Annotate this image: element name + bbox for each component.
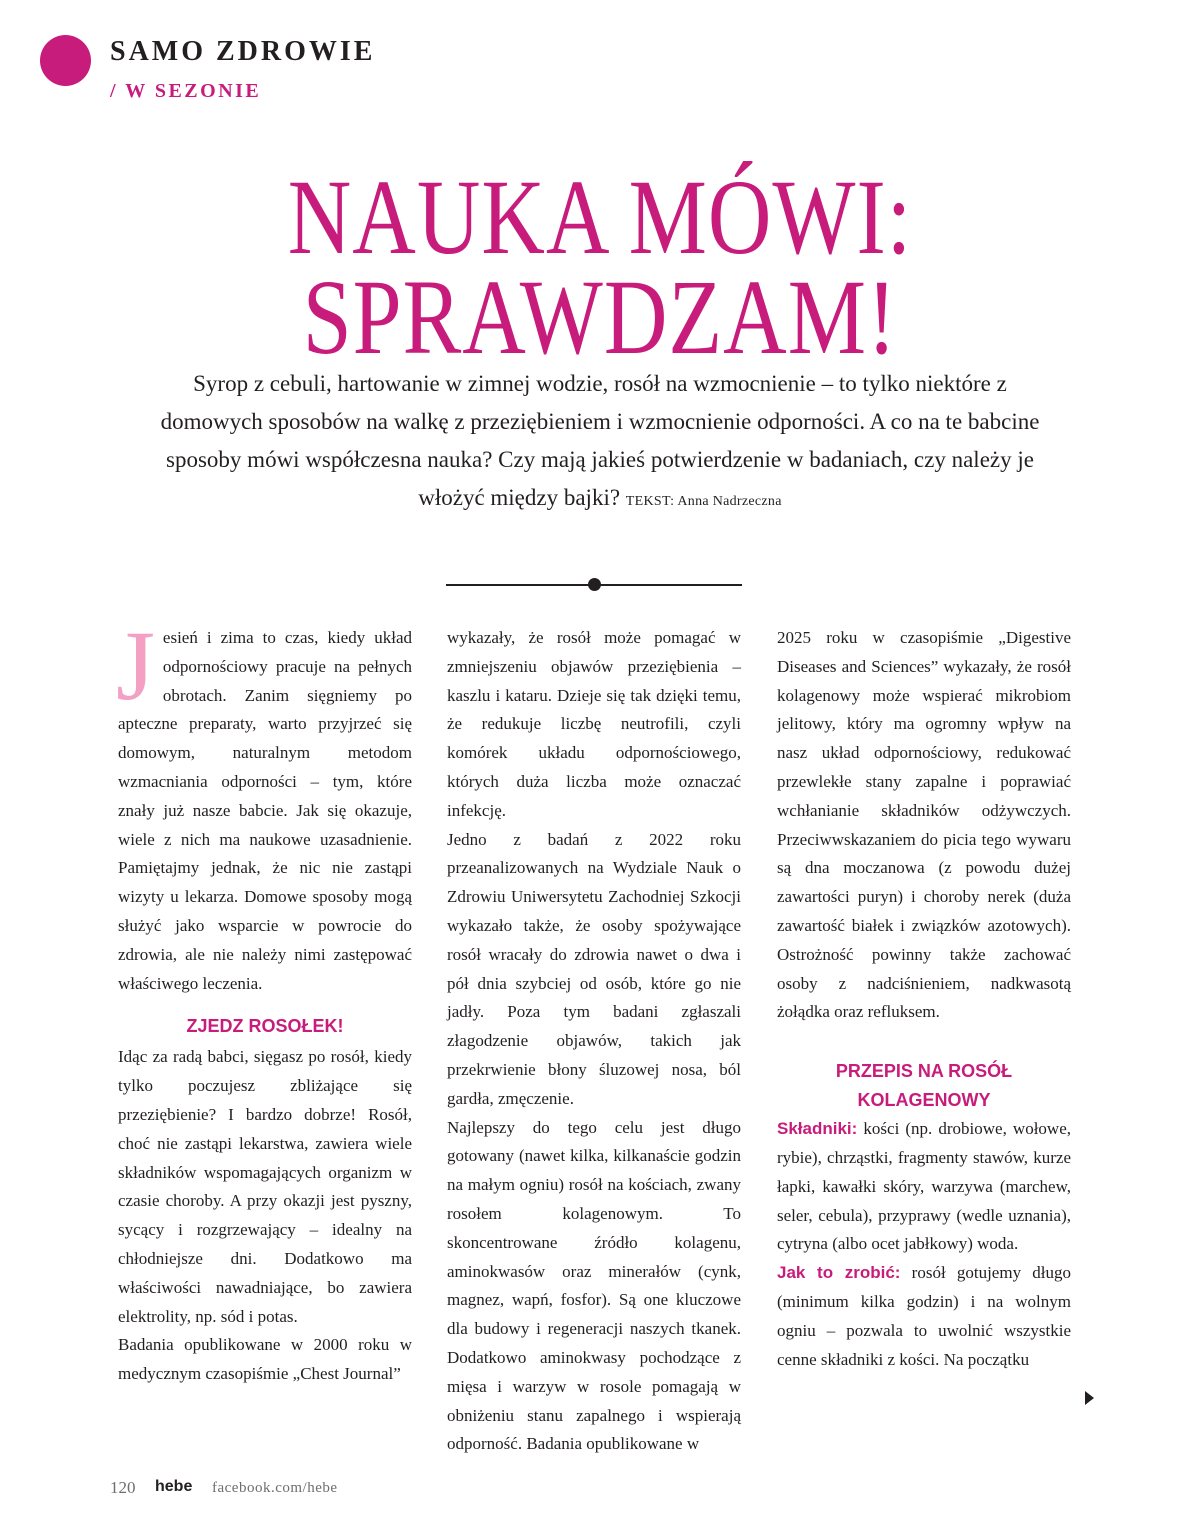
subhead-recipe: PRZEPIS NA ROSÓŁ KOLAGENOWY [835, 1061, 1013, 1111]
lead-paragraph [160, 365, 1040, 521]
paragraph-chest-journal-cont: wykazały, że rosół może pomagać w zmniejszeniu objawów przeziębienia – kaszlu i kataru. Dzieje się tak dzięki temu, że redukuje liczbę neutrofili, czyli komórek układu odpornościowego, których duża liczba może oznaczać infekcję. [447, 628, 741, 820]
lead-text: Syrop z cebuli, hartowanie w zimnej wodzie, rosół na wzmocnienie – to tylko niektóre z domowych sposobów na walkę z przeziębieniem i wzmocnienie odporności. A co na te babcine sposoby mówi współczesna nauka? Czy mają jakieś potwierdzenie w badaniach, czy należy je włożyć między bajki? [160, 371, 1040, 510]
paragraph-collagen: Najlepszy do tego celu jest długo gotowany (nawet kilka, kilkanaście godzin na małym ogniu) rosół na kościach, zwany rosołem kolagenowym. To skoncentrowane źródło kolagenu, aminokwasów oraz minerałów (cynk, magnez, wapń, fosfor). Są one kluczowe dla budowy i regeneracji naszych tkanek. Dodatkowo aminokwasy pochodzące z mięsa i warzyw w rosole pomagają w obniżeniu stanu zapalnego i wspierają odporność. Badania opublikowane w [447, 1117, 741, 1454]
paragraph-rosol: Idąc za radą babci, sięgasz po rosół, kiedy tylko poczujesz zbliżające się przeziębienie? I bardzo dobrze! Rosół, choć nie zastąpi lekarstwa, zawiera wiele składników wspomagających organizm w czasie choroby. A przy okazji jest pyszny, sycący i rozgrzewający – idealny na chłodniejsze dni. Dodatkowo ma właściwości nawadniające, bo zawiera elektrolity, np. sód i potas. [118, 1047, 412, 1326]
section-dot [40, 35, 91, 86]
article-column-2 [447, 624, 741, 1459]
ingredients-paragraph [777, 1115, 1071, 1259]
headline-line-2: SPRAWDZAM! [302, 258, 898, 378]
continue-arrow-icon [1085, 1391, 1094, 1405]
article-column-3 [777, 624, 1071, 1374]
method-label: Jak to zrobić: [777, 1263, 901, 1283]
brand-logo: hebe [155, 1478, 193, 1495]
headline-line-1: NAUKA MÓWI: [287, 158, 913, 278]
social-link: facebook.com/hebe [212, 1480, 338, 1496]
section-subtitle: / W SEZONIE [110, 80, 262, 102]
intro-paragraph [116, 610, 412, 998]
paragraph-collagen-cont: 2025 roku w czasopiśmie „Digestive Diseases and Sciences” wykazały, że rosół kolagenowy może wspierać mikrobiom jelitowy, który ma ogromny wpływ na nasz układ odpornościowy, redukować przewlekłe stany zapalne i poprawiać wchłanianie składników odżywczych. Przeciwwskazaniem do picia tego wywaru są dna moczanowa (z powodu dużej zawartości puryn) i choroby nerek (duża zawartość białek i związków azotowych). Ostrożność powinny także zachować osoby z nadciśnieniem, nadkwasotą żołądka oraz refluksem. [777, 628, 1071, 1022]
intro-text: esień i zima to czas, kiedy układ odpornościowy pracuje na pełnych obrotach. Zanim sięgniemy po apteczne preparaty, warto przyjrzeć się domowym, naturalnym metodom wzmacniania odporności – tym, które znały już nasze babcie. Jak się okazuje, wiele z nich ma naukowe uzasadnienie. Pamiętajmy jednak, że nic nie zastąpi wizyty u lekarza. Domowe sposoby mogą służyć jako wsparcie w powrocie do zdrowia, ale nie należy nimi zastępować właściwego leczenia. [118, 628, 412, 993]
method-text: rosół gotujemy długo (minimum kilka godzin) i na wolnym ogniu – pozwala to uwolnić wszystkie cenne składniki z kości. Na początku [777, 1263, 1071, 1369]
ingredients-text: kości (np. drobiowe, wołowe, rybie), chrząstki, fragmenty stawów, kurze łapki, kawałki skóry, warzywa (marchew, seler, cebula), przyprawy (wedle uznania), cytryna (albo ocet jabłkowy) woda. [777, 1119, 1071, 1254]
paragraph-chest-journal: Badania opublikowane w 2000 roku w medycznym czasopiśmie „Chest Journal” [118, 1335, 412, 1384]
divider-dot [588, 578, 601, 591]
drop-cap: J [116, 610, 155, 721]
page-number: 120 [110, 1478, 136, 1497]
method-paragraph [777, 1259, 1071, 1374]
article-column-1 [116, 610, 412, 1389]
subhead-rosolek: ZJEDZ ROSOŁEK! [186, 1016, 344, 1037]
author-credit: TEKST: Anna Nadrzeczna [625, 494, 782, 509]
paragraph-2022-study: Jedno z badań z 2022 roku przeanalizowanych na Wydziale Nauk o Zdrowiu Uniwersytetu Zachodniej Szkocji wykazało także, że osoby spożywające rosół wracały do zdrowia nawet o dwa i pół dnia szybciej od osób, które go nie jadły. Poza tym badani zgłaszali złagodzenie objawów, takich jak przekrwienie błony śluzowej nosa, ból gardła, zmęczenie. [447, 829, 741, 1108]
section-title: SAMO ZDROWIE [110, 36, 376, 67]
ingredients-label: Składniki: [777, 1119, 858, 1139]
